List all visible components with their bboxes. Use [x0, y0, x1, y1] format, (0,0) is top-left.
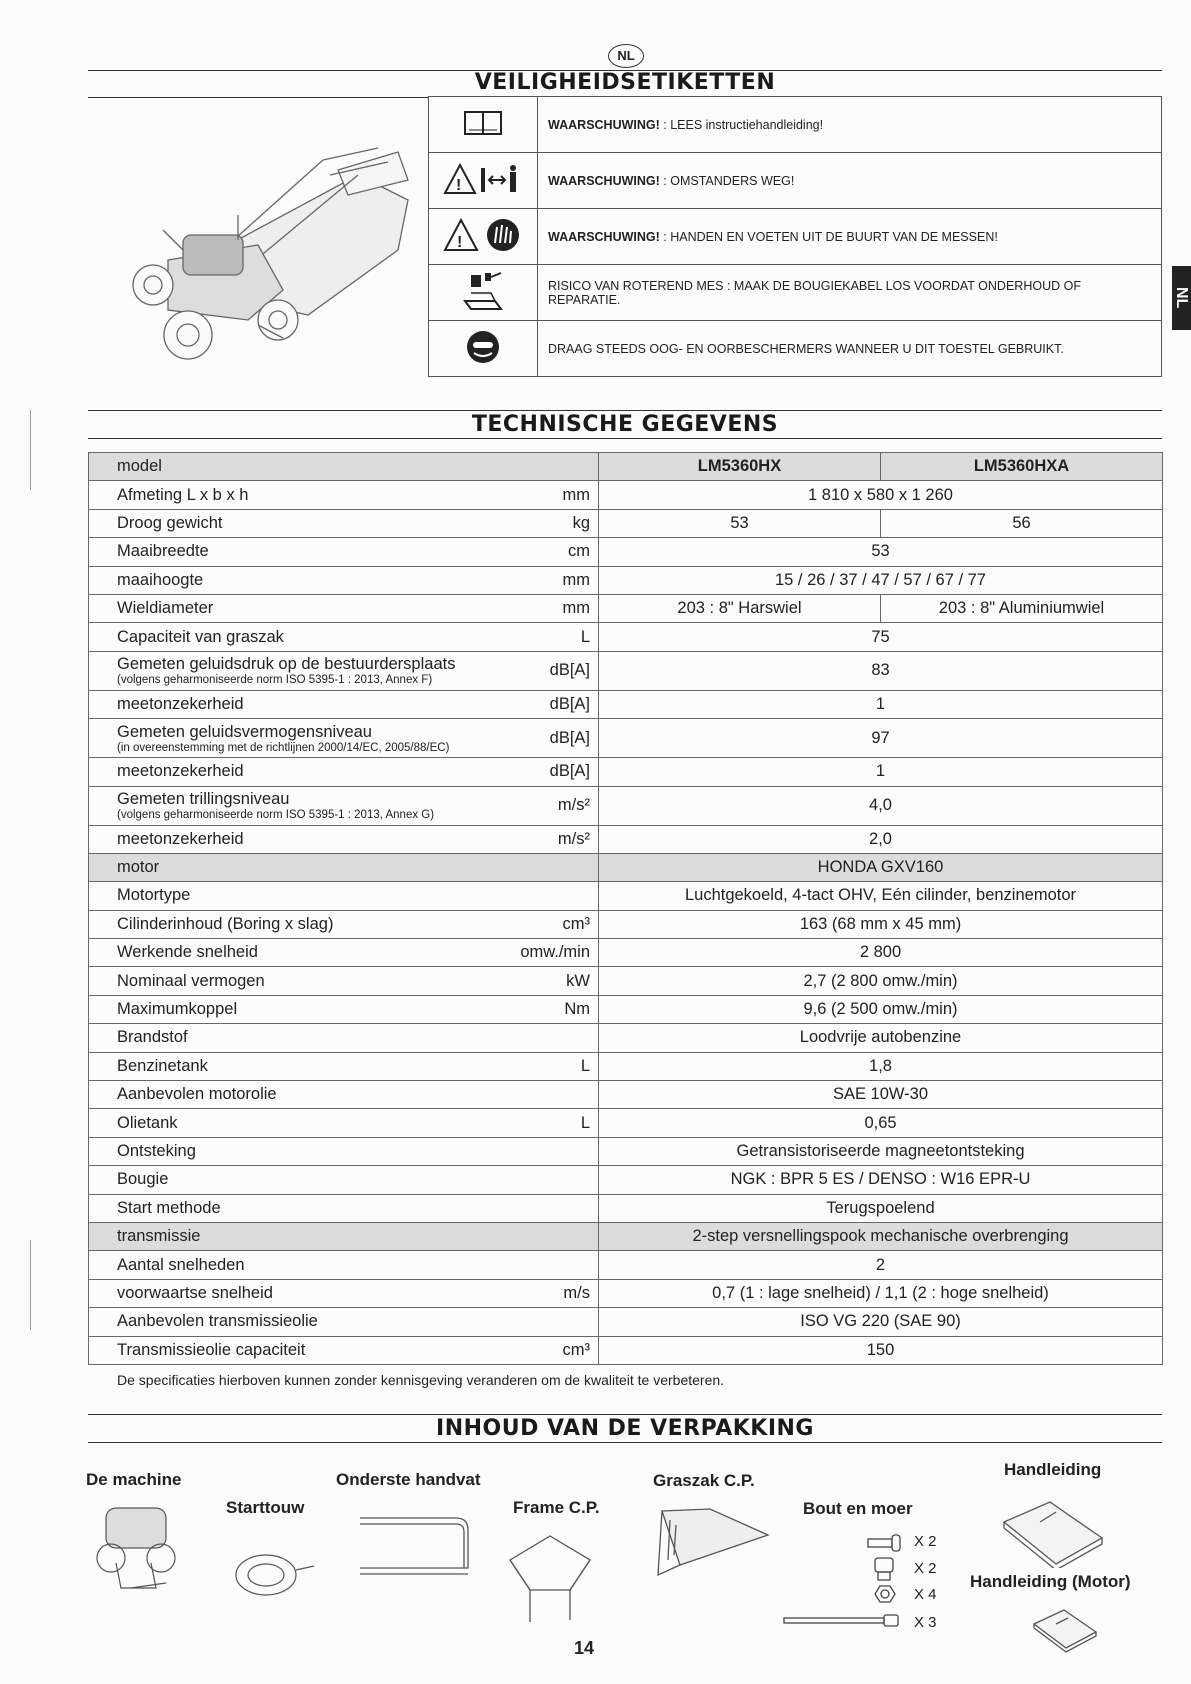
spec-value: 150 [599, 1336, 1163, 1364]
svg-text:!: ! [457, 234, 463, 251]
table-row [89, 1109, 1163, 1137]
model-lm5360hxa: LM5360HXA [881, 453, 1163, 481]
spec-label-cell [89, 1052, 599, 1080]
ear-eye-protection-icon [429, 321, 538, 377]
spec-unit: m/s² [557, 829, 590, 848]
spec-unit: mm [562, 570, 590, 589]
safety-row [429, 265, 1162, 321]
machine-drawing [86, 1498, 186, 1598]
spec-label: Olietank [117, 1113, 178, 1132]
safety-row [429, 153, 1162, 209]
spec-label-cell [89, 910, 599, 938]
spec-label: motor [117, 858, 160, 877]
spec-label: Aanbevolen motorolie [117, 1085, 277, 1104]
safety-title: VEILIGHEIDSETIKETTEN [474, 70, 776, 95]
spec-label: Werkende snelheid [117, 943, 258, 962]
spec-value: 1,8 [599, 1052, 1163, 1080]
spec-label: Ontsteking [117, 1142, 196, 1160]
spec-value-v1: 53 [599, 509, 881, 537]
qty-label: X 3 [914, 1614, 937, 1631]
spec-label-cell [89, 758, 599, 786]
spec-label-cell [89, 481, 599, 509]
spec-label-cell [89, 995, 599, 1023]
spec-label-cell [89, 1081, 599, 1109]
spec-label: Bougie [117, 1170, 169, 1189]
spec-value: Luchtgekoeld, 4-tact OHV, Eén cilinder, benzinemotor [599, 882, 1163, 910]
spec-value: 2,7 (2 800 omw./min) [599, 967, 1163, 995]
spec-unit: dB[A] [549, 694, 590, 713]
spec-value: 15 / 26 / 37 / 47 / 57 / 67 / 77 [599, 566, 1163, 594]
spec-sublabel: (volgens geharmoniseerde norm ISO 5395-1 : 2013, Annex F) [117, 674, 433, 687]
table-row [89, 1081, 1163, 1109]
spec-label-cell [89, 853, 599, 881]
safety-text: WAARSCHUWING! : HANDEN EN VOETEN UIT DE BUURT VAN DE MESSEN! [538, 209, 1162, 265]
table-row [89, 1024, 1163, 1052]
spec-value: 163 (68 mm x 45 mm) [599, 910, 1163, 938]
spec-unit: mm [562, 485, 590, 504]
spec-label-cell [89, 690, 599, 718]
spec-label: Gemeten geluidsdruk op de bestuurdersplaats [117, 655, 456, 674]
spec-value: 1 [599, 690, 1163, 718]
engine-manual-drawing [1030, 1606, 1100, 1654]
table-row [89, 825, 1163, 853]
spec-label: Aantal snelheden [117, 1255, 245, 1274]
spec-label: Motortype [117, 886, 191, 905]
table-row [89, 1251, 1163, 1279]
spec-value: Terugspoelend [599, 1194, 1163, 1222]
spec-label-cell [89, 1166, 599, 1194]
spec-label: Brandstof [117, 1028, 188, 1047]
spec-value: 75 [599, 623, 1163, 651]
technical-data-table [88, 452, 1163, 1365]
spec-label-cell [89, 939, 599, 967]
spec-unit: kg [572, 513, 590, 532]
spec-value: NGK : BPR 5 ES / DENSO : W16 EPR-U [599, 1166, 1163, 1194]
spec-label-cell [89, 566, 599, 594]
bystanders-icon [429, 153, 538, 209]
safety-text: WAARSCHUWING! : OMSTANDERS WEG! [538, 153, 1162, 209]
table-row [89, 1137, 1163, 1165]
spec-label: Maaibreedte [117, 542, 209, 561]
spec-label: Benzinetank [117, 1056, 208, 1075]
qty-label: X 4 [914, 1586, 937, 1603]
tech-title: TECHNISCHE GEGEVENS [471, 412, 779, 437]
table-row [89, 594, 1163, 622]
spec-value: 4,0 [599, 786, 1163, 825]
package-frame-label: Frame C.P. [513, 1498, 600, 1517]
spec-unit: m/s² [557, 796, 590, 815]
table-row [89, 1052, 1163, 1080]
package-manual-motor-label: Handleiding (Motor) [970, 1572, 1131, 1591]
washer-nut-icon [874, 1584, 896, 1604]
spec-label-cell [89, 1194, 599, 1222]
section-rule [88, 1442, 1162, 1443]
spec-label-cell [89, 509, 599, 537]
book-icon [429, 97, 538, 153]
spec-label-cell [89, 594, 599, 622]
spec-label: meetonzekerheid [117, 829, 244, 848]
spec-sublabel: (in overeenstemming met de richtlijnen 2000/14/EC, 2005/88/EC) [117, 741, 450, 754]
section-rule [88, 438, 1162, 439]
spec-value: 2 800 [599, 939, 1163, 967]
spec-label-cell [89, 1137, 599, 1165]
spec-label: Transmissieolie capaciteit [117, 1340, 306, 1359]
rod-icon [782, 1614, 902, 1628]
table-row [89, 882, 1163, 910]
table-row [89, 1222, 1163, 1250]
spec-label-cell [89, 967, 599, 995]
package-bag-label: Graszak C.P. [653, 1471, 755, 1490]
spec-value: 83 [599, 651, 1163, 690]
spec-label: meetonzekerheid [117, 762, 244, 781]
spec-label: Nominaal vermogen [117, 971, 265, 990]
spec-label-cell [89, 1222, 599, 1250]
mower-illustration [108, 140, 418, 370]
spec-label: Wieldiameter [117, 599, 214, 618]
margin-mark [30, 410, 31, 490]
qty-label: X 2 [914, 1533, 937, 1550]
package-title: INHOUD VAN DE VERPAKKING [436, 1416, 814, 1441]
spec-value: Getransistoriseerde magneetontsteking [599, 1137, 1163, 1165]
spec-label: Gemeten trillingsniveau [117, 790, 290, 809]
starter-rope-drawing [226, 1540, 316, 1600]
table-row [89, 786, 1163, 825]
spec-unit: m/s [563, 1283, 590, 1302]
table-row [89, 690, 1163, 718]
table-row [89, 538, 1163, 566]
table-row [89, 758, 1163, 786]
spec-value: HONDA GXV160 [599, 853, 1163, 881]
spec-unit: L [580, 627, 590, 646]
safety-text: DRAAG STEEDS OOG- EN OORBESCHERMERS WANNEER U DIT TOESTEL GEBRUIKT. [538, 321, 1162, 377]
frame-drawing [500, 1530, 595, 1625]
spec-unit: dB[A] [549, 728, 590, 747]
model-lm5360hx: LM5360HX [599, 453, 881, 481]
spec-label-cell [89, 1251, 599, 1279]
spec-value: 97 [599, 719, 1163, 758]
spec-value: ISO VG 220 (SAE 90) [599, 1308, 1163, 1336]
lower-handle-drawing [356, 1508, 476, 1578]
spec-label-cell [89, 825, 599, 853]
spec-label: Gemeten geluidsvermogensniveau [117, 722, 372, 741]
spec-value: 0,7 (1 : lage snelheid) / 1,1 (2 : hoge snelheid) [599, 1279, 1163, 1307]
package-handle-label: Onderste handvat [336, 1470, 481, 1489]
spec-label-cell [89, 786, 599, 825]
spec-value-v2: 56 [881, 509, 1163, 537]
spec-label: Maximumkoppel [117, 1000, 238, 1019]
spec-unit: L [580, 1113, 590, 1132]
spec-label: Start methode [117, 1198, 221, 1217]
spec-unit: cm³ [562, 1340, 590, 1359]
spec-value-v1: 203 : 8" Harswiel [599, 594, 881, 622]
spec-label: Aanbevolen transmissieolie [117, 1312, 318, 1331]
spec-unit: dB[A] [549, 661, 590, 680]
spec-label-cell [89, 1308, 599, 1336]
language-badge: NL [608, 44, 644, 68]
margin-mark [30, 1240, 31, 1330]
table-row [89, 651, 1163, 690]
spec-value: 1 [599, 758, 1163, 786]
table-header-row [89, 453, 1163, 481]
spec-value: 53 [599, 538, 1163, 566]
package-machine-label: De machine [86, 1470, 182, 1489]
safety-row [429, 321, 1162, 377]
spec-label-cell [89, 1109, 599, 1137]
spec-unit: kW [566, 971, 590, 990]
spec-label-cell [89, 1279, 599, 1307]
spec-label: meetonzekerheid [117, 694, 244, 713]
grass-bag-drawing [650, 1505, 770, 1585]
spec-label: voorwaartse snelheid [117, 1283, 273, 1302]
table-row [89, 1336, 1163, 1364]
spec-value: 1 810 x 580 x 1 260 [599, 481, 1163, 509]
spec-value: 2,0 [599, 825, 1163, 853]
manual-drawing [1000, 1498, 1106, 1568]
spec-label-cell [89, 1024, 599, 1052]
table-row [89, 995, 1163, 1023]
table-row [89, 967, 1163, 995]
spec-label-cell [89, 1336, 599, 1364]
table-row [89, 1308, 1163, 1336]
spec-value: 9,6 (2 500 omw./min) [599, 995, 1163, 1023]
spec-value: Loodvrije autobenzine [599, 1024, 1163, 1052]
table-row [89, 509, 1163, 537]
hands-blade-icon [429, 209, 538, 265]
spec-label: transmissie [117, 1227, 201, 1246]
spec-unit: cm³ [562, 914, 590, 933]
table-row [89, 910, 1163, 938]
spec-value-v2: 203 : 8" Aluminiumwiel [881, 594, 1163, 622]
spec-unit: Nm [564, 1000, 590, 1019]
spec-value: 2 [599, 1251, 1163, 1279]
table-row [89, 719, 1163, 758]
table-row [89, 481, 1163, 509]
spec-unit: L [580, 1056, 590, 1075]
spec-label-cell [89, 651, 599, 690]
safety-row [429, 209, 1162, 265]
section-rule [88, 97, 428, 98]
spec-value: 0,65 [599, 1109, 1163, 1137]
package-bolts-label: Bout en moer [803, 1499, 913, 1518]
header-label: model [89, 453, 599, 481]
spec-unit: dB[A] [549, 762, 590, 781]
spec-label-cell [89, 538, 599, 566]
spec-label-cell [89, 623, 599, 651]
spark-plug-icon [429, 265, 538, 321]
spec-note: De specificaties hierboven kunnen zonder kennisgeving veranderen om de kwaliteit te verbeteren. [117, 1372, 725, 1388]
spec-label-cell [89, 882, 599, 910]
package-manual-label: Handleiding [1004, 1460, 1102, 1479]
safety-labels-table [428, 96, 1162, 377]
safety-row [429, 97, 1162, 153]
table-row [89, 623, 1163, 651]
section-rule [88, 1414, 1162, 1415]
table-row [89, 939, 1163, 967]
section-rule [88, 410, 1162, 411]
table-row [89, 853, 1163, 881]
table-row [89, 1166, 1163, 1194]
page-number: 14 [574, 1638, 595, 1658]
bolt-icon [866, 1532, 902, 1554]
safety-text: RISICO VAN ROTEREND MES : MAAK DE BOUGIEKABEL LOS VOORDAT ONDERHOUD OF REPARATIE. [538, 265, 1162, 321]
spec-sublabel: (volgens geharmoniseerde norm ISO 5395-1 : 2013, Annex G) [117, 809, 435, 822]
spec-value: 2-step versnellingspook mechanische overbrenging [599, 1222, 1163, 1250]
table-row [89, 566, 1163, 594]
qty-label: X 2 [914, 1560, 937, 1577]
table-row [89, 1194, 1163, 1222]
language-side-tab: NL [1172, 266, 1191, 330]
safety-text: WAARSCHUWING! : LEES instructiehandleiding! [538, 97, 1162, 153]
package-starter-label: Starttouw [226, 1498, 305, 1517]
spec-value: SAE 10W-30 [599, 1081, 1163, 1109]
spec-unit: mm [562, 599, 590, 618]
spec-unit: omw./min [520, 943, 590, 962]
spec-label: Cilinderinhoud (Boring x slag) [117, 914, 334, 933]
svg-text:!: ! [456, 177, 462, 194]
spec-label: maaihoogte [117, 570, 204, 589]
spec-label: Afmeting L x b x h [117, 485, 249, 504]
table-row [89, 1279, 1163, 1307]
nut-icon [872, 1556, 896, 1582]
spec-label: Capaciteit van graszak [117, 627, 284, 646]
spec-label: Droog gewicht [117, 513, 223, 532]
spec-label-cell [89, 719, 599, 758]
spec-unit: cm [568, 542, 590, 561]
